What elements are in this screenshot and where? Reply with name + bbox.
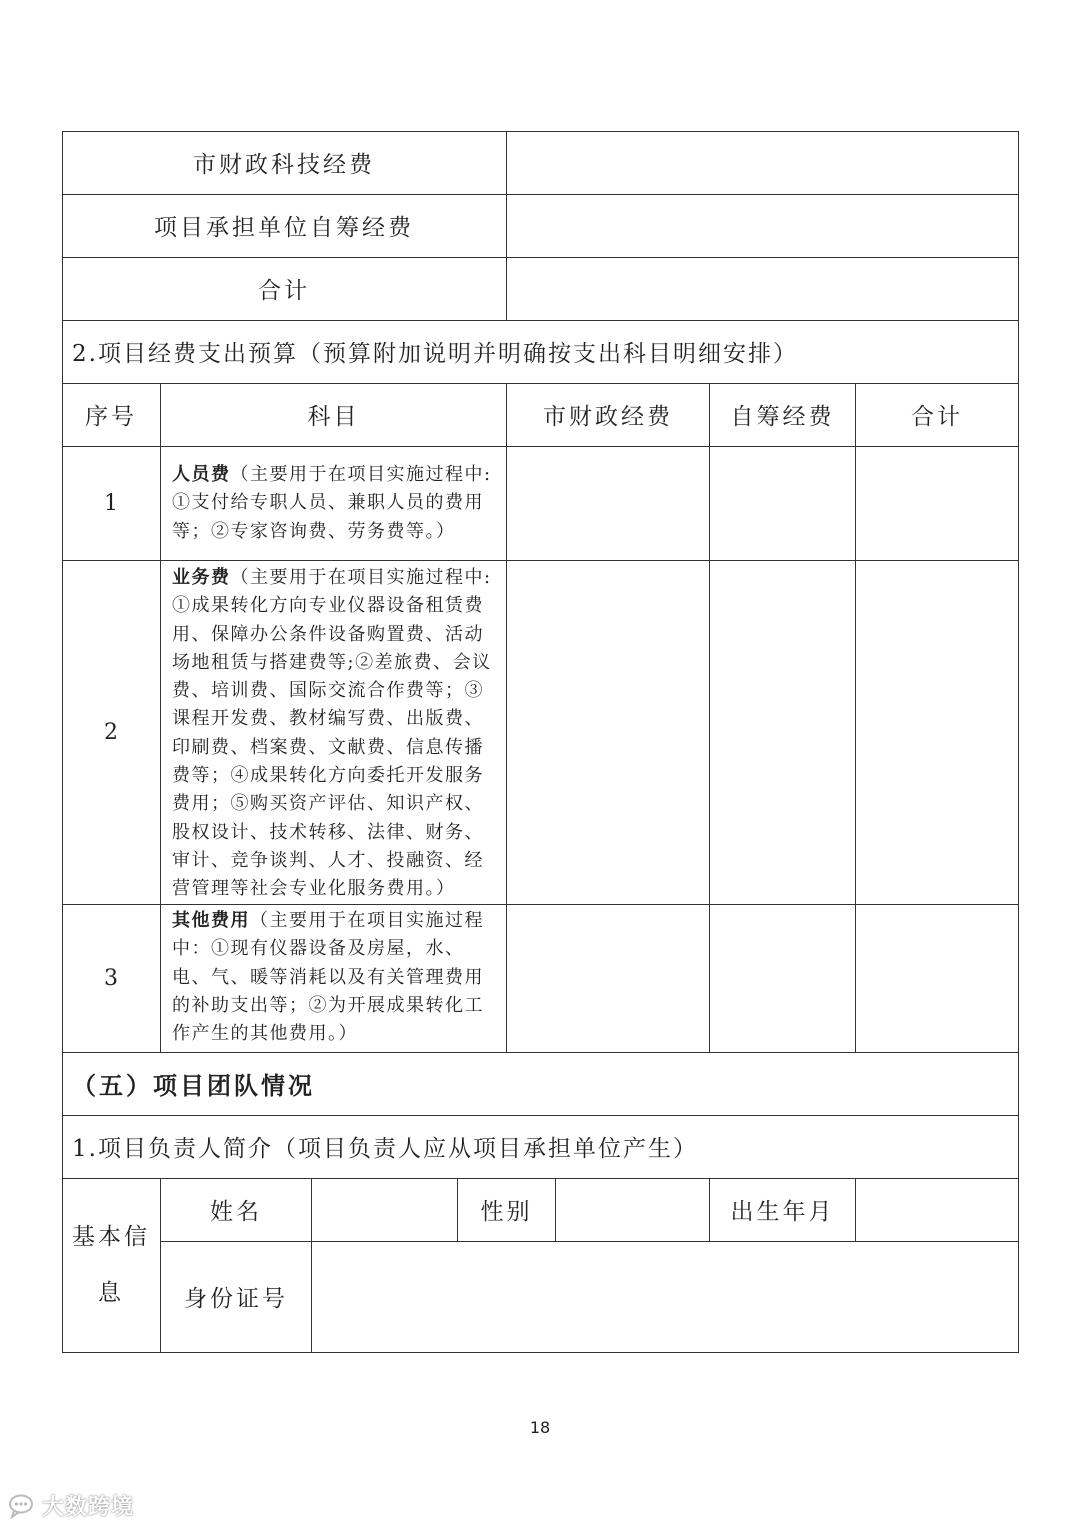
watermark-text: 大数跨境 [42, 1495, 135, 1520]
budget-row-subject [172, 907, 500, 1048]
budget-item-title: 其他费用 [172, 910, 250, 931]
budget-row-subject [172, 564, 500, 904]
table-border [1018, 131, 1019, 1353]
budget-row-no: 1 [104, 490, 118, 516]
leader-heading: 1.项目负责人简介（项目负责人应从项目承担单位产生） [72, 1136, 698, 1162]
table-border [160, 383, 161, 1052]
table-border [62, 446, 1019, 447]
basic-info-label: 基本信息 [72, 1224, 150, 1306]
funding-label-total: 合计 [258, 278, 310, 304]
field-label-birth: 出生年月 [730, 1199, 835, 1225]
table-border [311, 1178, 312, 1352]
funding-label-city-finance: 市财政科技经费 [193, 152, 375, 178]
section-title-team: （五）项目团队情况 [72, 1071, 315, 1100]
chat-bubble-icon [8, 1493, 38, 1519]
table-border [855, 383, 856, 1052]
budget-row-subject [172, 461, 500, 546]
funding-value-city-finance[interactable] [507, 131, 1018, 194]
funding-label-self-raised: 项目承担单位自筹经费 [154, 215, 414, 241]
table-border [62, 904, 1019, 905]
column-header-no: 序号 [85, 404, 137, 430]
column-header-self-raised: 自筹经费 [730, 404, 835, 430]
budget-item-desc: （主要用于在项目实施过程中:①成果转化方向专业仪器设备租赁费用、保障办公条件设备购置费、活动场地租赁与搭建费等;②差旅费、会议费、培训费、国际交流合作费等；③课程开发费、教材编写费、出版费、印刷费、档案费、文献费、信息传播费等；④成果转化方向委托开发服务费用；⑤购买资产评估、知识产权、股权设计、技术转移、法律、财务、审计、竞争谈判、人才、投融资、经营管理等社会专业化服务费用。） [172, 567, 492, 900]
table-border [855, 1178, 856, 1241]
budget-item-title: 人员费 [172, 464, 231, 485]
column-header-city-finance: 市财政经费 [543, 404, 673, 430]
field-label-name: 姓名 [210, 1199, 262, 1225]
column-header-subject: 科目 [307, 404, 360, 430]
table-border [62, 1352, 1019, 1353]
field-label-id-number: 身份证号 [184, 1286, 288, 1312]
budget-item-desc: （主要用于在项目实施过程中：①现有仪器设备及房屋，水、电、气、暖等消耗以及有关管理费用的补助支出等；②为开展成果转化工作产生的其他费用。） [172, 910, 484, 1045]
column-header-total: 合计 [911, 404, 963, 430]
field-label-gender: 性别 [480, 1199, 533, 1225]
budget-row-no: 2 [104, 719, 118, 745]
budget-item-title: 业务费 [172, 567, 231, 588]
watermark [8, 1490, 134, 1521]
table-border [62, 560, 1019, 561]
table-border [709, 383, 710, 1052]
budget-item-desc: （主要用于在项目实施过程中:①支付给专职人员、兼职人员的费用等；②专家咨询费、劳务费等。） [172, 464, 492, 542]
funding-value-self-raised[interactable] [507, 194, 1018, 257]
budget-row-no: 3 [104, 965, 118, 991]
funding-value-total[interactable] [507, 257, 1018, 320]
budget-heading: 2.项目经费支出预算（预算附加说明并明确按支出科目明细安排） [72, 341, 798, 367]
table-border [506, 383, 507, 1052]
table-border [555, 1178, 556, 1241]
page-number: 18 [529, 1418, 551, 1437]
